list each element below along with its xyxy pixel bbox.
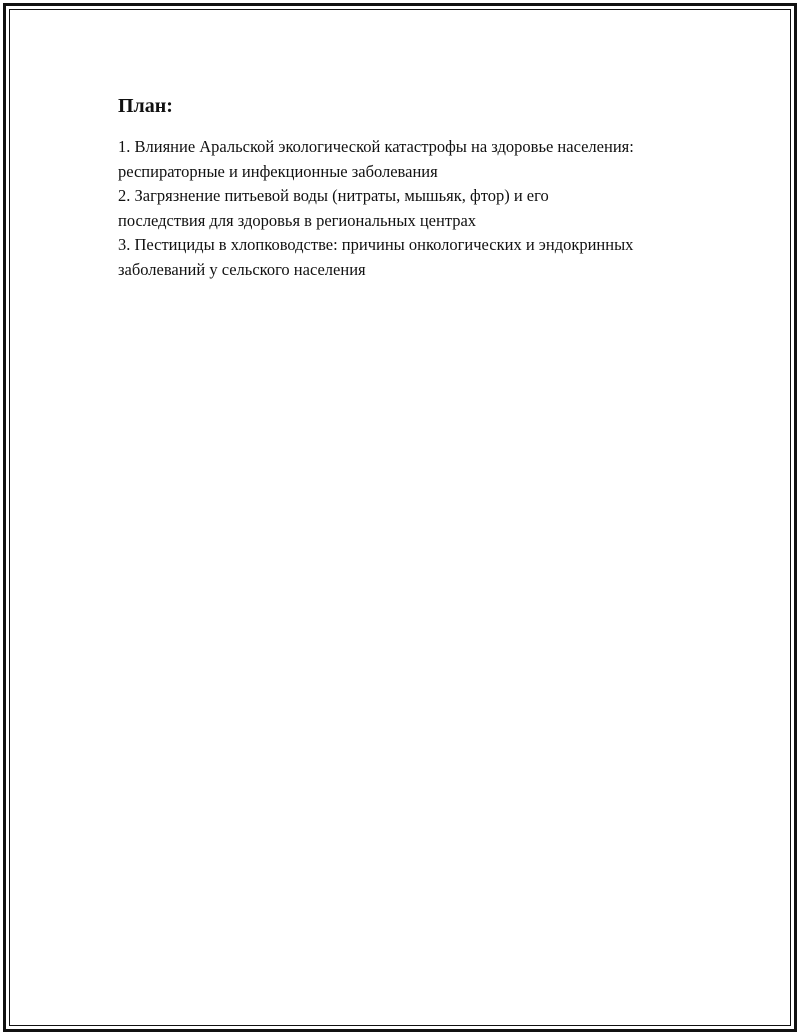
plan-heading: План:: [118, 95, 173, 117]
plan-list: [118, 135, 638, 282]
plan-item-1: 1. Влияние Аральской экологической катастрофы на здоровье населения: респираторные и инфекционные заболевания: [118, 137, 634, 181]
page-content: [118, 94, 638, 282]
plan-item-3: 3. Пестициды в хлопководстве: причины онкологических и эндокринных заболеваний у сельского населения: [118, 235, 634, 279]
plan-item-2: 2. Загрязнение питьевой воды (нитраты, мышьяк, фтор) и его последствия для здоровья в региональных центрах: [118, 186, 549, 230]
